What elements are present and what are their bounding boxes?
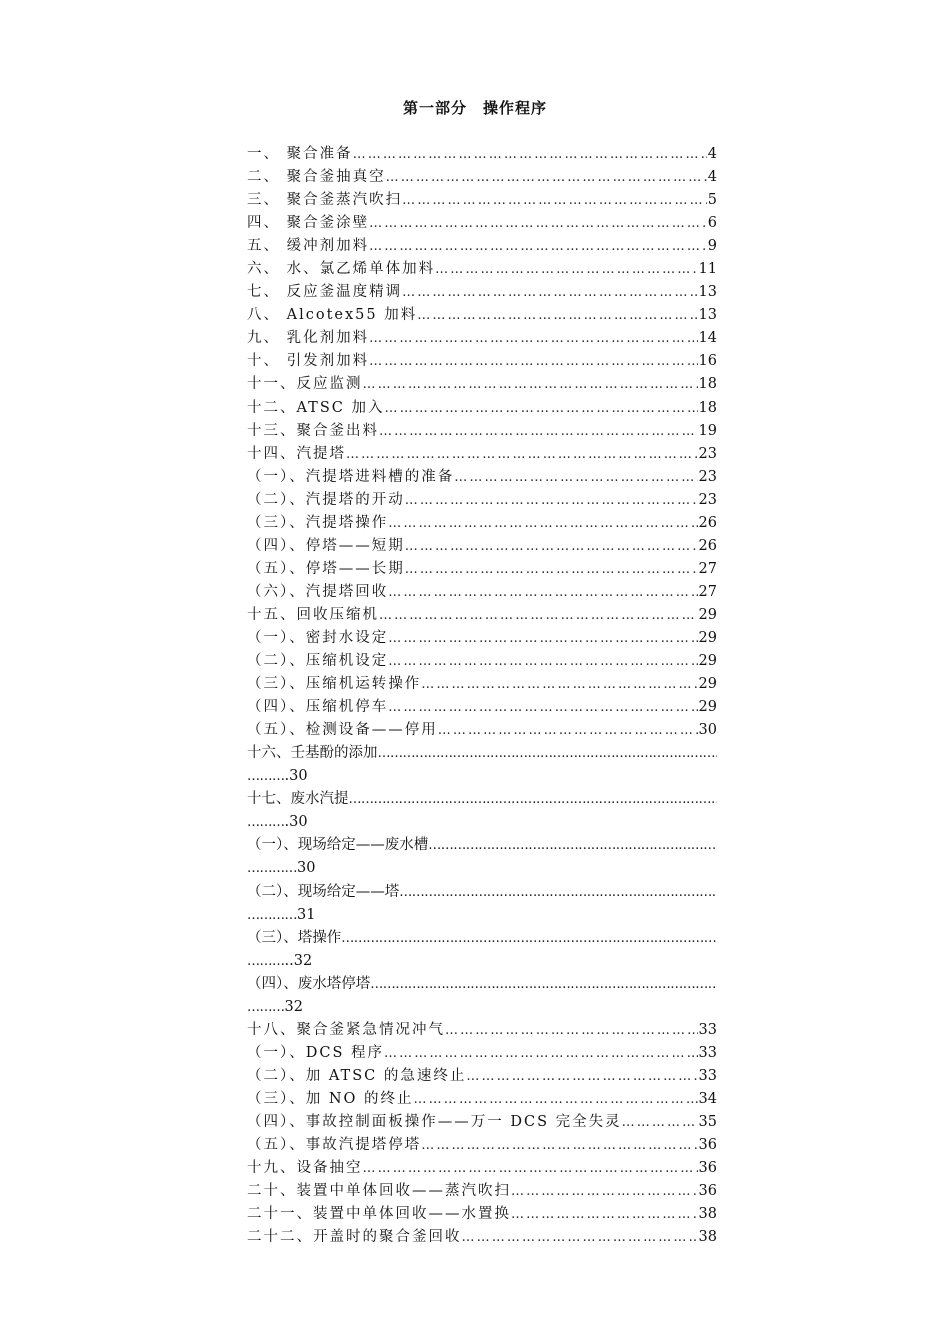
dot-leader-continued: ……… [247,815,285,831]
toc-entry[interactable] [247,581,717,604]
dot-leader [353,143,707,166]
toc-entry-page: 31 [297,906,316,923]
toc-entry-label: （三）、加 NO 的终止 [247,1090,414,1107]
dot-leader [454,466,697,489]
dot-leader [421,1134,697,1157]
toc-entry-label: 十五、回收压缩机 [247,606,379,623]
page-title: 第一部分 操作程序 [402,99,547,117]
toc-entry[interactable] [247,258,717,281]
toc-entry[interactable] [247,1042,717,1065]
toc-entry-page: 27 [698,583,717,600]
dot-leader [428,834,717,857]
dot-leader [379,604,698,627]
toc-entry-label: （一）、DCS 程序 [247,1044,385,1061]
toc-entry-label: （三）、压缩机运转操作 [247,676,422,693]
dot-leader [421,673,697,696]
toc-entry-label: 六、 水、氯乙烯单体加料 [247,261,436,278]
toc-entry[interactable] [247,189,717,212]
toc-entry-page: 36 [698,1183,717,1200]
toc-entry-page: 29 [698,676,717,693]
toc-entry-page: 36 [698,1137,717,1154]
toc-entry[interactable] [247,627,717,650]
toc-entry-page: 23 [698,445,717,462]
toc-entry[interactable] [247,212,717,235]
dot-leader [363,1157,698,1180]
dot-leader [438,719,698,742]
dot-leader [511,1203,698,1226]
toc-entry-label: （四）、停塔——短期 [247,537,405,554]
toc-entry-label: 十一、反应监测 [247,376,363,393]
toc-entry[interactable] [247,512,717,535]
toc-entry[interactable] [247,350,717,373]
toc-entry-page: 38 [698,1206,717,1223]
toc-entry-label: （五）、事故汽提塔停塔 [247,1137,422,1154]
dot-leader [405,535,698,558]
dot-leader [363,373,698,396]
toc-entry[interactable] [247,281,717,304]
toc-entry-wrapped[interactable] [247,881,717,927]
toc-entry-page: 29 [698,629,717,646]
dot-leader-continued: ……… [247,769,285,785]
toc-entry-label: （四）、压缩机停车 [247,699,389,716]
dot-leader [622,1111,698,1134]
toc-entry[interactable] [247,535,717,558]
dot-leader-continued: ……… [247,953,285,969]
dot-leader [378,742,718,765]
toc-entry-wrapped[interactable] [247,742,717,788]
toc-entry-label: 五、 缓冲剂加料 [247,238,370,255]
toc-entry-page: 9 [707,238,717,255]
toc-entry[interactable] [247,1203,717,1226]
toc-entry-label: （三）、塔操作 [247,929,342,946]
toc-entry-page: .30 [284,768,308,785]
toc-entry-label: 一、 聚合准备 [247,146,353,162]
toc-entry-wrapped[interactable] [247,973,717,1019]
toc-entry[interactable] [247,1065,717,1088]
dot-leader [370,973,717,996]
toc-entry[interactable] [247,420,717,443]
toc-entry-page: 19 [698,422,717,439]
dot-leader [405,489,698,512]
dot-leader [379,420,698,443]
toc-entry-page: 30 [698,722,717,739]
toc-entry[interactable] [247,489,717,512]
toc-entry-page: 14 [698,330,717,347]
toc-entry-page: 33 [698,1067,717,1084]
toc-entry-label: 十八、聚合釜紧急情况冲气 [247,1021,445,1038]
toc-entry-label: 二十一、装置中单体回收——水置换 [247,1206,511,1223]
toc-entry-page: 13 [698,307,717,324]
toc-entry-page: 18 [698,376,717,393]
toc-entry-page: 30 [297,860,316,877]
dot-leader-continued: ………… [247,861,297,877]
toc-entry-page: 29 [698,699,717,716]
dot-leader [435,258,697,281]
toc-entry[interactable] [247,166,717,189]
toc-entry-page: 18 [698,399,717,416]
dot-leader [384,1042,698,1065]
dot-leader [399,881,717,904]
dot-leader [386,166,707,189]
dot-leader [341,927,717,950]
toc-entry[interactable] [247,1111,717,1134]
toc-entry-label: 二、 聚合釜抽真空 [247,169,386,186]
toc-entry-label: 十六、壬基酚的添加 [247,745,378,762]
toc-entry-label: （四）、废水塔停塔 [247,975,371,992]
toc-entry-page: 36 [698,1160,717,1177]
toc-entry-label: 七、 反应釜温度精调 [247,284,403,301]
toc-entry-page: 26 [698,514,717,531]
toc-entry[interactable] [247,604,717,627]
toc-entry-page: 6 [707,215,717,232]
toc-entry[interactable] [247,1180,717,1203]
toc-entry-page: 35 [698,1113,717,1130]
toc-entry-label: 十七、废水汽提 [247,791,349,808]
toc-entry-page: 34 [698,1090,717,1107]
toc-entry-page: .30 [284,814,308,831]
toc-entry[interactable] [247,719,717,742]
toc-entry-page: 29 [698,606,717,623]
toc-entry[interactable] [247,327,717,350]
toc-entry[interactable] [247,443,717,466]
dot-leader [385,397,698,420]
dot-leader [388,581,697,604]
dot-leader [402,189,707,212]
toc-entry-page: 5 [707,192,717,209]
toc-entry-label: 四、 聚合釜涂壁 [247,215,370,232]
toc-entry-label: 十三、聚合釜出料 [247,422,379,439]
toc-entry-label: 八、 Alcotex55 加料 [247,307,418,324]
toc-entry-page: 38 [698,1229,717,1246]
toc-entry[interactable] [247,1019,717,1042]
toc-entry-label: （二）、加 ATSC 的急速终止 [247,1067,467,1084]
toc-entry-page: 11 [698,261,717,278]
toc-entry[interactable] [247,650,717,673]
dot-leader [349,788,718,811]
dot-leader [369,350,697,373]
toc-entry-label: 十二、ATSC 加入 [247,399,385,416]
toc-entry-label: 十四、汽提塔 [247,445,346,462]
toc-entry-label: （五）、检测设备——停用 [247,722,438,739]
toc-entry-label: 十九、设备抽空 [247,1160,363,1177]
toc-entry-label: 二十、装置中单体回收——蒸汽吹扫 [247,1183,511,1200]
toc-entry-page: 32 [284,998,303,1015]
toc-entry-wrapped[interactable] [247,834,717,880]
toc-entry-label: （六）、汽提塔回收 [247,583,389,600]
toc-entry-page: 29 [698,653,717,670]
toc-entry-label: （二）、压缩机设定 [247,653,389,670]
dot-leader [369,327,697,350]
toc-entry-label: （一）、现场给定——废水槽 [247,837,429,854]
dot-leader [402,281,697,304]
dot-leader [388,696,697,719]
toc-entry[interactable] [247,235,717,258]
toc-entry-label: 十、 引发剂加料 [247,353,370,370]
dot-leader [388,627,697,650]
dot-leader-continued: ……… [247,999,285,1015]
dot-leader [462,1226,698,1249]
toc-entry[interactable] [247,558,717,581]
toc-entry-label: （二）、现场给定——塔 [247,883,400,900]
toc-entry-page: 4 [707,169,717,186]
dot-leader-continued: ………… [247,907,297,923]
toc-entry-label: （一）、密封水设定 [247,629,389,646]
dot-leader [388,512,697,535]
toc-entry-wrapped[interactable] [247,788,717,834]
dot-leader [388,650,697,673]
dot-leader [346,443,698,466]
dot-leader [369,212,707,235]
toc-entry-label: （三）、汽提塔操作 [247,514,389,531]
dot-leader [405,558,698,581]
dot-leader [417,304,697,327]
toc-entry[interactable] [247,1134,717,1157]
toc-entry[interactable] [247,1157,717,1180]
toc-entry-page: ..32 [284,952,313,969]
dot-leader [445,1019,698,1042]
dot-leader [414,1088,698,1111]
toc-entry-page: 13 [698,284,717,301]
toc-entry-label: （五）、停塔——长期 [247,560,405,577]
toc-entry-page: 4 [707,146,717,162]
toc-entry[interactable] [247,143,717,166]
toc-entry-label: 二十二、开盖时的聚合釜回收 [247,1229,462,1246]
dot-leader [369,235,707,258]
toc-entry[interactable] [247,466,717,489]
toc-entry-page: 27 [698,560,717,577]
toc-entry[interactable] [247,696,717,719]
dot-leader [466,1065,697,1088]
toc-entry-page: 23 [698,491,717,508]
toc-entry[interactable] [247,673,717,696]
dot-leader [511,1180,698,1203]
toc-entry[interactable] [247,373,717,396]
toc-entry-page: 26 [698,537,717,554]
toc-entry[interactable] [247,304,717,327]
toc-entry-label: （二）、汽提塔的开动 [247,491,405,508]
toc-entry-label: 三、 聚合釜蒸汽吹扫 [247,192,403,209]
toc-entry-label: （四）、事故控制面板操作——万一 DCS 完全失灵 [247,1113,622,1130]
toc-entry-label: （一）、汽提塔进料槽的准备 [247,468,455,485]
toc-entry-label: 九、 乳化剂加料 [247,330,370,347]
toc-entry[interactable] [247,1088,717,1111]
toc-entry[interactable] [247,397,717,420]
table-of-contents [247,143,717,1249]
toc-entry[interactable] [247,1226,717,1249]
toc-entry-page: 23 [698,468,717,485]
toc-entry-page: 16 [698,353,717,370]
toc-entry-wrapped[interactable] [247,927,717,973]
toc-entry-page: 33 [698,1044,717,1061]
toc-entry-page: 33 [698,1021,717,1038]
